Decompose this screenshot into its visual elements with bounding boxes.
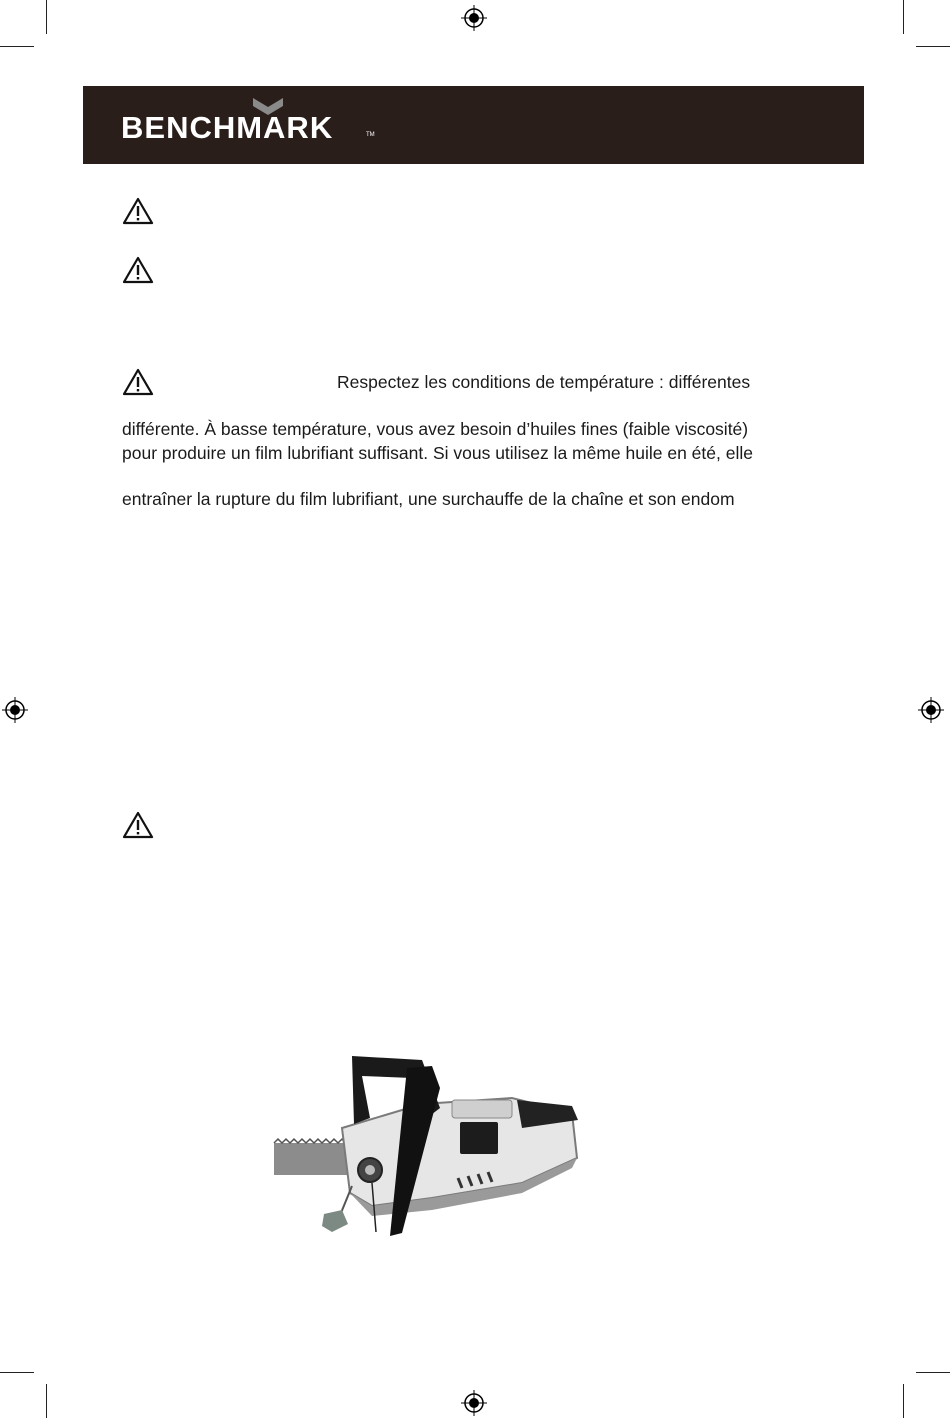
body-text-line: entraîner la rupture du film lubrifiant, une surchauffe de la chaîne et son endom xyxy=(122,489,735,509)
body-text-line: pour produire un film lubrifiant suffisant. Si vous utilisez la même huile en été, elle xyxy=(122,443,753,463)
crop-mark xyxy=(903,0,904,34)
crop-mark xyxy=(916,1372,950,1373)
warning-triangle-icon xyxy=(122,368,154,396)
chainsaw-figure xyxy=(272,1018,580,1252)
chainsaw-illustration xyxy=(272,1018,580,1252)
crop-mark xyxy=(916,46,950,47)
crop-mark xyxy=(903,1384,904,1418)
adjustment-tool xyxy=(322,1186,352,1232)
brand-header xyxy=(83,86,864,164)
brand-logo: BENCHMARK xyxy=(121,110,334,145)
registration-mark-icon xyxy=(918,697,944,723)
oil-cap-center xyxy=(365,1165,375,1175)
warning-triangle-icon xyxy=(122,197,154,225)
top-panel xyxy=(452,1100,512,1118)
crop-mark xyxy=(0,46,34,47)
battery-window xyxy=(460,1122,498,1154)
crop-mark xyxy=(46,0,47,34)
crop-mark xyxy=(46,1384,47,1418)
body-text-line: différente. À basse température, vous avez besoin d’huiles fines (faible viscosité) xyxy=(122,419,749,439)
registration-mark-icon xyxy=(461,1390,487,1416)
warning-triangle-icon xyxy=(122,811,154,839)
warning-triangle-icon xyxy=(122,256,154,284)
registration-mark-icon xyxy=(461,5,487,31)
body-text-line: Respectez les conditions de température : différentes xyxy=(337,372,751,392)
registration-mark-icon xyxy=(2,697,28,723)
guide-bar xyxy=(274,1139,354,1175)
crop-mark xyxy=(0,1372,34,1373)
brand-trademark: TM xyxy=(366,132,375,138)
